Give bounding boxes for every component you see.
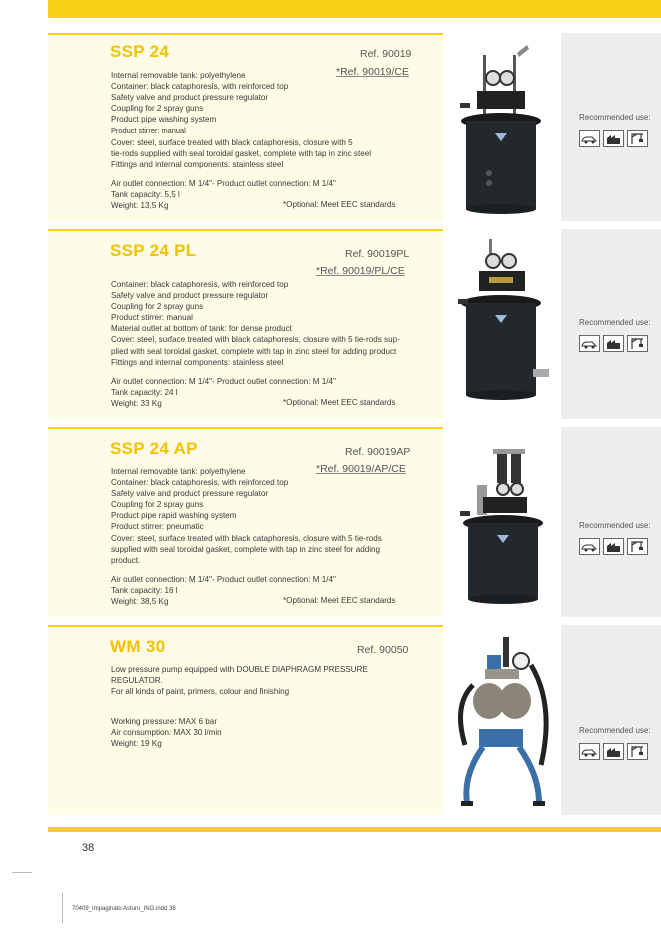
top-accent-bar [48,0,661,18]
optional-note: *Optional: Meet EEC standards [283,398,396,407]
factory-icon [603,130,624,147]
factory-icon [603,335,624,352]
spec-line: Weight: 19 Kg [111,739,162,748]
product-image-cell [443,625,561,815]
recommended-use-icons [579,538,648,555]
spec-line: Weight: 13,5 Kg [111,201,169,210]
product-title: SSP 24 PL [110,241,197,260]
car-icon [579,743,600,760]
desc-line: Cover: steel, surface treated with black cataphoresis, closure with 5 tie-rods sup- [111,335,400,345]
crane-icon [627,130,648,147]
recommended-use-panel [561,625,661,815]
optional-note: *Optional: Meet EEC standards [283,596,396,605]
recommended-use-panel [561,33,661,221]
desc-line: plied with seal toroidal gasket, complete with tap in zinc steel for adding product [111,346,397,356]
product-ref: Ref. 90050 [357,644,409,656]
product-title: SSP 24 AP [110,439,198,458]
spec-line: Tank capacity: 16 l [111,586,178,595]
recommended-use-label: Recommended use: [579,726,651,735]
footer-file-label: 70409_Impaginato Asturo_ING.indd 38 [72,906,176,912]
desc-line: Internal removable tank: polyethylene [111,467,246,476]
product-title: WM 30 [110,637,166,656]
product-description [111,279,400,368]
factory-icon [603,538,624,555]
desc-line: Safety valve and product pressure regulator [111,291,269,301]
spec-line: Air consumption: MAX 30 l/min [111,728,222,737]
spec-line: Air outlet connection: M 1/4"- Product outlet connection: M 1/4" [111,377,336,386]
desc-line: Coupling for 2 spray guns [111,500,204,510]
spec-line: Tank capacity: 24 l [111,388,178,397]
desc-line: Product pipe rapid washing system [111,511,237,521]
pressure-tank-image [443,427,561,617]
pressure-tank-image [443,33,561,221]
optional-note: *Optional: Meet EEC standards [283,200,396,209]
desc-line: Container: black cataphoresis, with reinforced top [111,82,289,92]
product-image-cell [443,427,561,617]
spec-line: Weight: 33 Kg [111,399,162,408]
recommended-use-panel [561,427,661,617]
product-image-cell [443,33,561,221]
desc-line: Safety valve and product pressure regulator [111,489,269,499]
desc-line: Product pipe washing system [111,115,217,125]
product-ref-optional: *Ref. 90019/CE [336,66,409,78]
factory-icon [603,743,624,760]
product-ref: Ref. 90019PL [345,248,410,260]
product-ref-optional: *Ref. 90019/AP/CE [316,463,406,475]
spec-line: Weight: 38,5 Kg [111,597,169,606]
recommended-use-icons [579,335,648,352]
bottom-accent-bar [48,827,661,832]
page-number: 38 [82,842,95,854]
recommended-use-icons [579,743,648,760]
pressure-tank-image [443,229,561,419]
product-ref-optional: *Ref. 90019/PL/CE [316,265,405,277]
desc-line: Internal removable tank: polyethylene [111,71,246,80]
crane-icon [627,743,648,760]
product-section-ssp24pl [48,229,661,419]
recommended-use-panel [561,229,661,419]
recommended-use-label: Recommended use: [579,113,651,122]
spec-line: Working pressure: MAX 6 bar [111,717,218,726]
product-ref: Ref. 90019AP [345,446,411,458]
product-description [111,664,368,697]
crop-mark [12,872,32,873]
desc-line: Container: black cataphoresis, with reinforced top [111,280,289,289]
desc-line: Safety valve and product pressure regulator [111,93,269,103]
product-description [111,70,371,170]
desc-line: tie-rods supplied with seal toroidal gasket, complete with tap in zinc steel [111,148,372,158]
product-description [111,466,382,566]
desc-line: Container: black cataphoresis, with reinforced top [111,478,289,488]
desc-line: Coupling for 2 spray guns [111,302,204,312]
desc-line: For all kinds of paint, primers, colour and finishing [111,687,290,697]
crane-icon [627,335,648,352]
car-icon [579,130,600,147]
crane-icon [627,538,648,555]
desc-line: Fittings and internal components: stainless steel [111,159,284,169]
car-icon [579,538,600,555]
product-ref: Ref. 90019 [360,48,412,60]
product-section-ssp24ap [48,427,661,617]
desc-line: Product stirrer: pneumatic [111,522,204,532]
diaphragm-pump-image [443,625,561,815]
desc-line: product. [111,555,141,565]
product-section-ssp24 [48,33,661,221]
desc-line: Cover: steel, surface treated with black cataphoresis, closure with 5 [111,137,353,147]
recommended-use-icons [579,130,648,147]
spec-line: Tank capacity: 5,5 l [111,190,180,199]
product-specs [111,716,411,749]
desc-line: Coupling for 2 spray guns [111,104,204,114]
desc-line: Cover: steel, surface treated with black cataphoresis, closure with 5 tie-rods [111,533,382,543]
recommended-use-label: Recommended use: [579,318,651,327]
spec-line: Air outlet connection: M 1/4"- Product outlet connection: M 1/4" [111,575,336,584]
car-icon [579,335,600,352]
desc-line: Fittings and internal components: stainless steel [111,357,284,367]
recommended-use-label: Recommended use: [579,521,651,530]
desc-line: supplied with seal toroidal gasket, complete with tap in zinc steel for adding [111,544,381,554]
product-title: SSP 24 [110,42,170,61]
desc-line: Material outlet at bottom of tank: for dense product [111,324,292,334]
desc-line: Product stirrer: manual [111,126,186,136]
desc-line: REGULATOR. [111,676,163,686]
product-section-wm30 [48,625,661,815]
desc-line: Low pressure pump equipped with DOUBLE DIAPHRAGM PRESSURE [111,665,368,674]
desc-line: Product stirrer: manual [111,313,193,323]
spec-line: Air outlet connection: M 1/4"- Product outlet connection: M 1/4" [111,179,336,188]
product-image-cell [443,229,561,419]
crop-mark [62,893,63,923]
